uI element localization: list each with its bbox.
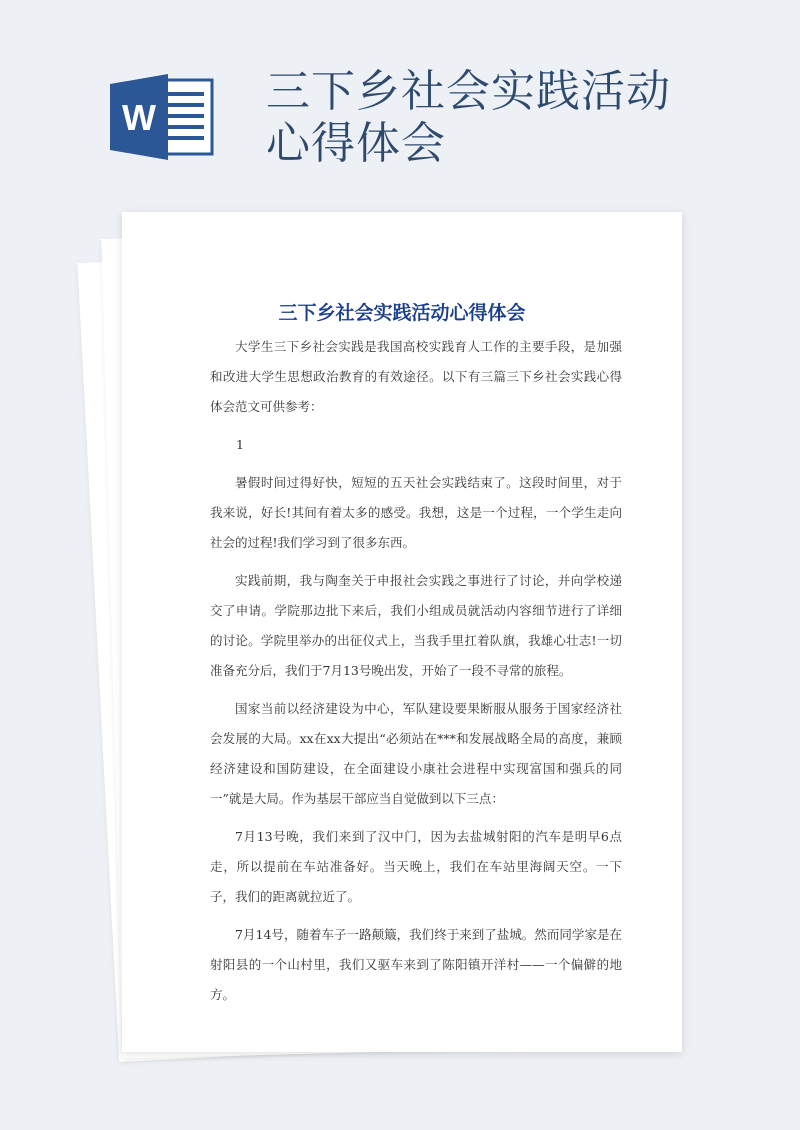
word-document-icon [110,74,214,160]
svg-text:W: W [122,97,156,138]
document-title: 三下乡社会实践活动心得体会 [278,302,526,324]
paragraph: 暑假时间过得好快，短短的五天社会实践结束了。这段时间里，对于我来说，好长!其间有着太多的感受。我想，这是一个过程，一个学生走向社会的过程!我们学习到了很多东西。 [210,475,622,550]
paragraph: 大学生三下乡社会实践是我国高校实践育人工作的主要手段，是加强和改进大学生思想政治教育的有效途径。以下有三篇三下乡社会实践心得体会范文可供参考： [210,339,622,414]
document-body [210,332,622,1018]
document-page [122,212,682,1052]
page-header-title: 三下乡社会实践活动心得体会 [266,66,671,169]
paragraph: 实践前期，我与陶奎关于申报社会实践之事进行了讨论，并向学校递交了申请。学院那边批下来后，我们小组成员就活动内容细节进行了详细的讨论。学院里举办的出征仪式上，当我手里扛着队旗，我雄心壮志!一切准备充分后，我们于7月13号晚出发，开始了一段不寻常的旅程。 [210,573,622,678]
paragraph: 7月14号，随着车子一路颠簸，我们终于来到了盐城。然而同学家是在射阳县的一个山村里，我们又驱车来到了陈阳镇开洋村——一个偏僻的地方。 [210,927,622,1002]
paragraph: 国家当前以经济建设为中心，军队建设要果断服从服务于国家经济社会发展的大局。xx在xx大提出“必须站在***和发展战略全局的高度，兼顾经济建设和国防建设，在全面建设小康社会进程中实现富国和强兵的同一”就是大局。作为基层干部应当自觉做到以下三点： [210,701,622,806]
paragraph: 7月13号晚，我们来到了汉中门，因为去盐城射阳的汽车是明早6点走，所以提前在车站准备好。当天晚上，我们在车站里海阔天空。一下子，我们的距离就拉近了。 [210,829,622,904]
section-number: 1 [236,437,244,452]
